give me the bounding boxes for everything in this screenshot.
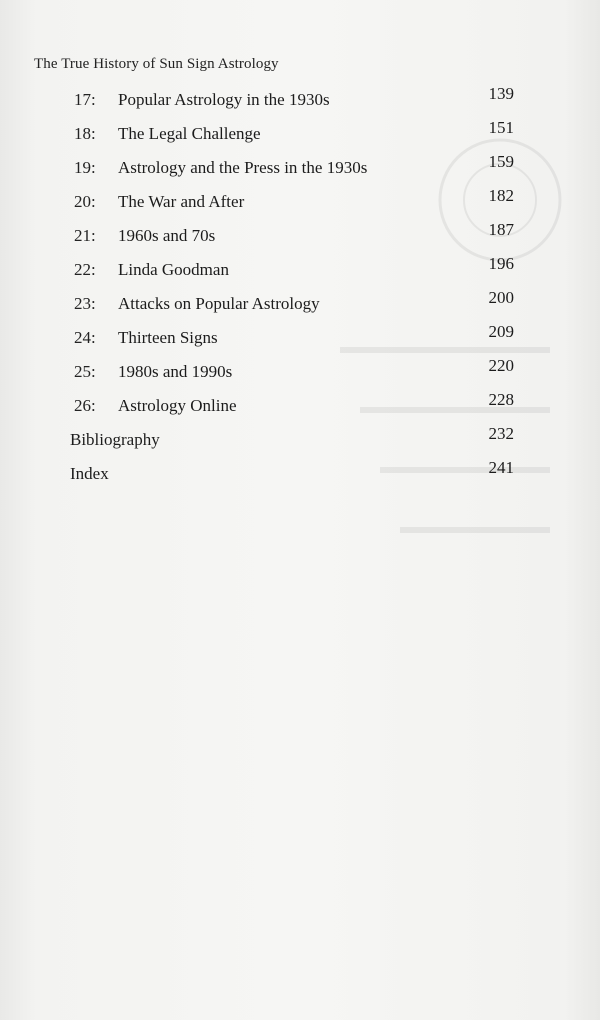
toc-entry [0, 84, 600, 118]
chapter-page: 187 [488, 220, 514, 239]
chapter-page: 159 [488, 152, 514, 171]
chapter-title: The Legal Challenge [118, 124, 261, 143]
chapter-page: 200 [488, 288, 514, 307]
chapter-page: 182 [488, 186, 514, 205]
chapter-number: 18: [74, 124, 96, 143]
chapter-title: Astrology Online [118, 396, 237, 415]
chapter-number: 22: [74, 260, 96, 279]
chapter-page: 228 [488, 390, 514, 409]
chapter-title: The War and After [118, 192, 245, 211]
chapter-number: 19: [74, 158, 96, 177]
chapter-number: 17: [74, 90, 96, 109]
back-matter-title: Bibliography [70, 430, 160, 449]
back-matter-page: 232 [488, 424, 514, 443]
toc-entry [0, 254, 600, 288]
chapter-page: 151 [488, 118, 514, 137]
chapter-title: 1980s and 1990s [118, 362, 233, 381]
toc-entry [0, 356, 600, 390]
toc-entry [0, 186, 600, 220]
back-matter-title: Index [70, 464, 109, 483]
back-matter-page: 241 [488, 458, 514, 477]
toc-entry [0, 220, 600, 254]
toc-entry [0, 390, 600, 424]
chapter-number: 25: [74, 362, 96, 381]
chapter-number: 26: [74, 396, 96, 415]
chapter-title: Popular Astrology in the 1930s [118, 90, 330, 109]
chapter-page: 220 [488, 356, 514, 375]
chapter-number: 23: [74, 294, 96, 313]
toc-entry-bibliography [0, 424, 600, 458]
chapter-number: 24: [74, 328, 96, 347]
chapter-title: Linda Goodman [118, 260, 229, 279]
chapter-title: Attacks on Popular Astrology [118, 294, 320, 313]
chapter-page: 139 [488, 84, 514, 103]
chapter-title: 1960s and 70s [118, 226, 216, 245]
toc-entry [0, 152, 600, 186]
toc-entry [0, 288, 600, 322]
chapter-page: 209 [488, 322, 514, 341]
chapter-number: 21: [74, 226, 96, 245]
chapter-number: 20: [74, 192, 96, 211]
chapter-title: Astrology and the Press in the 1930s [118, 158, 368, 177]
toc-entry [0, 118, 600, 152]
toc-entry-index [0, 458, 600, 492]
chapter-page: 196 [488, 254, 514, 273]
running-head: The True History of Sun Sign Astrology [34, 56, 279, 72]
chapter-title: Thirteen Signs [118, 328, 218, 347]
toc-entry [0, 322, 600, 356]
